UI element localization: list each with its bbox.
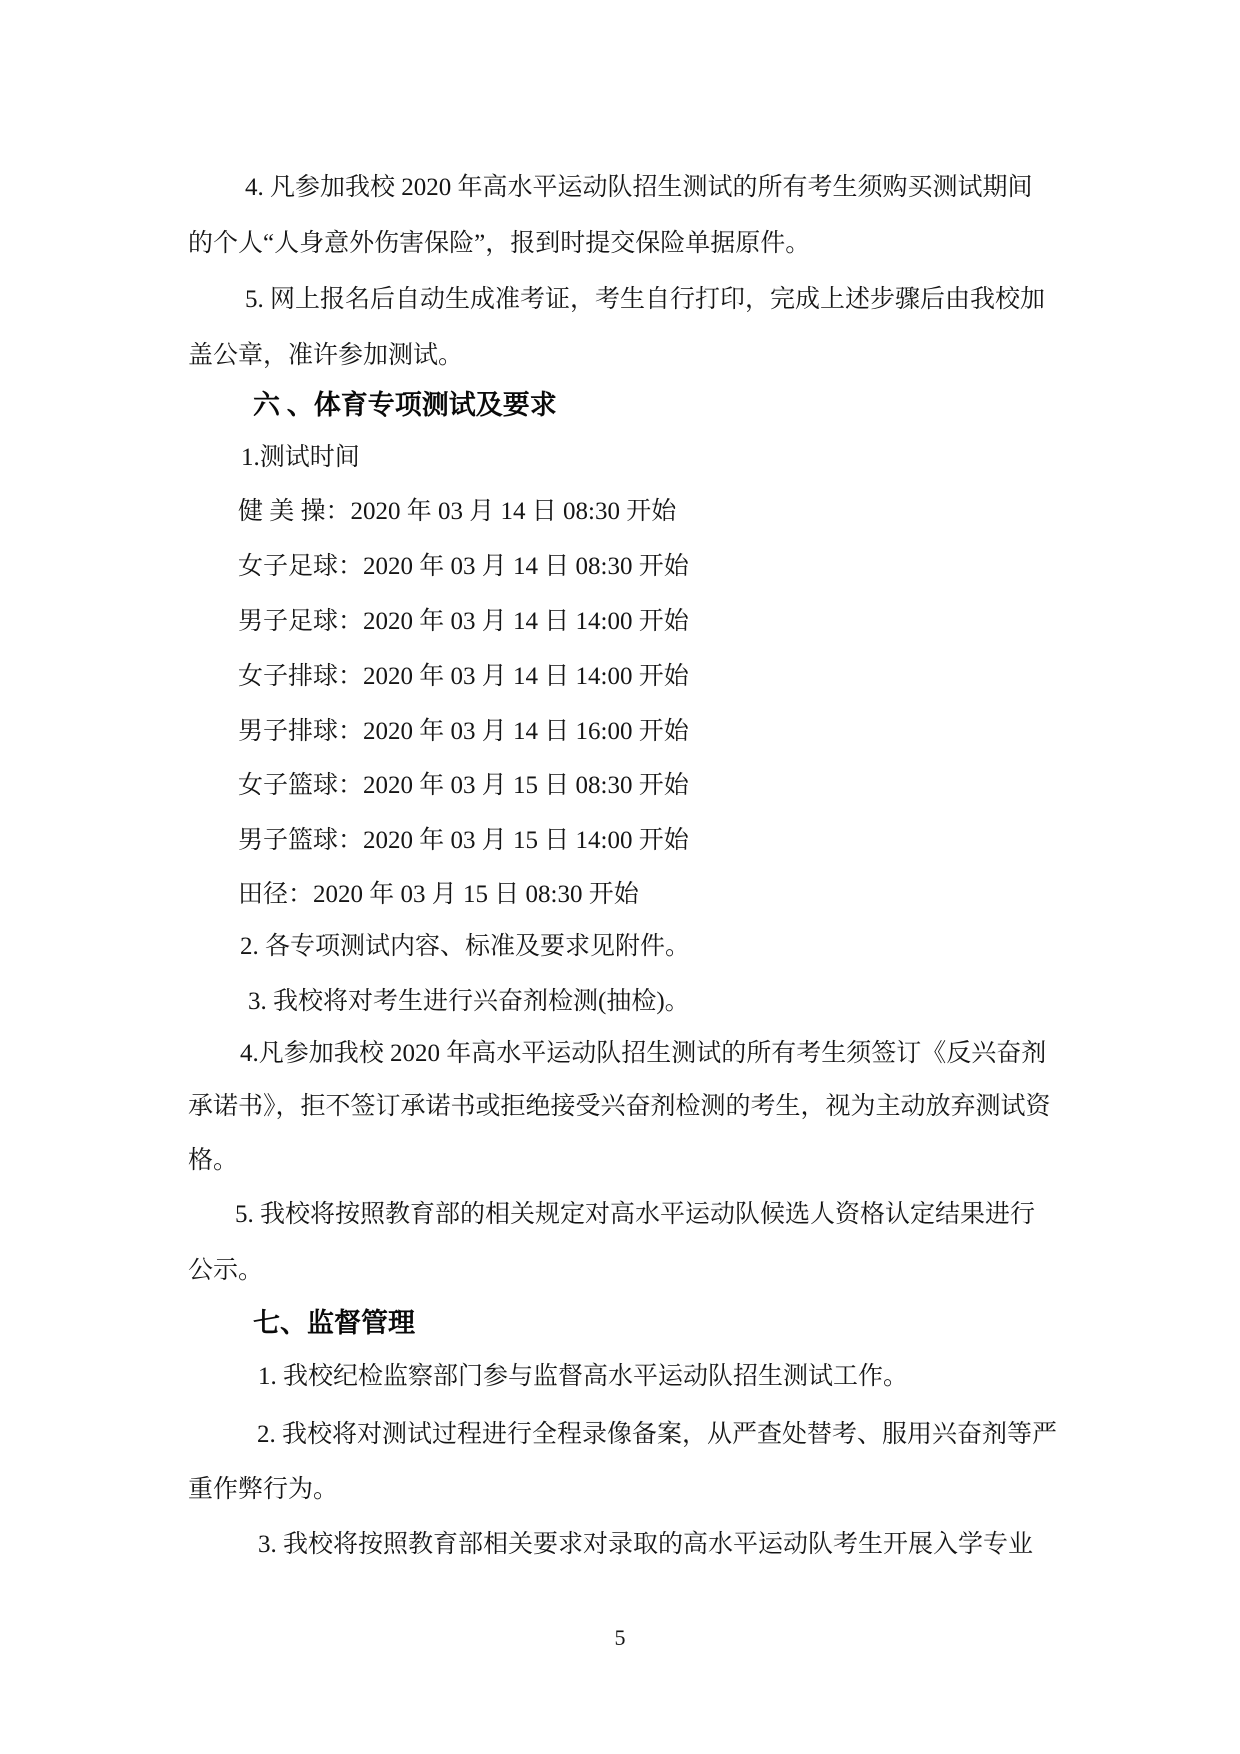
schedule-women-volleyball: 女子排球：2020 年 03 月 14 日 14:00 开始 — [238, 663, 689, 690]
schedule-men-volleyball: 男子排球：2020 年 03 月 14 日 16:00 开始 — [238, 718, 689, 745]
registration-item5-line2: 盖公章，准许参加测试。 — [188, 342, 464, 369]
schedule-women-soccer: 女子足球：2020 年 03 月 14 日 08:30 开始 — [238, 553, 689, 580]
supervision-item2-line2: 重作弊行为。 — [188, 1476, 339, 1503]
registration-item5-line1: 5. 网上报名后自动生成准考证，考生自行打印，完成上述步骤后由我校加 — [245, 286, 1046, 313]
supervision-item3: 3. 我校将按照教育部相关要求对录取的高水平运动队考生开展入学专业 — [258, 1531, 1034, 1558]
sports-test-item2: 2. 各专项测试内容、标准及要求见附件。 — [240, 933, 691, 960]
page-number: 5 — [614, 1625, 626, 1650]
sports-test-item3: 3. 我校将对考生进行兴奋剂检测(抽检)。 — [248, 988, 690, 1015]
registration-item4-line2: 的个人“人身意外伤害保险”，报到时提交保险单据原件。 — [188, 230, 811, 257]
sports-test-item5-line2: 公示。 — [188, 1257, 264, 1284]
supervision-item2-line1: 2. 我校将对测试过程进行全程录像备案，从严查处替考、服用兴奋剂等严 — [257, 1421, 1058, 1448]
schedule-track-field: 田径：2020 年 03 月 15 日 08:30 开始 — [238, 881, 639, 908]
schedule-aerobics: 健 美 操：2020 年 03 月 14 日 08:30 开始 — [238, 498, 677, 525]
test-time-label: 1.测试时间 — [241, 444, 360, 471]
schedule-men-soccer: 男子足球：2020 年 03 月 14 日 14:00 开始 — [238, 608, 689, 635]
sports-test-item5-line1: 5. 我校将按照教育部的相关规定对高水平运动队候选人资格认定结果进行 — [235, 1201, 1036, 1228]
schedule-men-basketball: 男子篮球：2020 年 03 月 15 日 14:00 开始 — [238, 827, 689, 854]
sports-test-item4-line1: 4.凡参加我校 2020 年高水平运动队招生测试的所有考生须签订《反兴奋剂 — [240, 1040, 1047, 1067]
sports-test-item4-line2: 承诺书》，拒不签订承诺书或拒绝接受兴奋剂检测的考生，视为主动放弃测试资 — [188, 1093, 1051, 1120]
sports-test-item4-line3: 格。 — [188, 1147, 239, 1174]
section-heading-sports-test: 六 、体育专项测试及要求 — [253, 390, 557, 420]
schedule-women-basketball: 女子篮球：2020 年 03 月 15 日 08:30 开始 — [238, 772, 689, 799]
section-heading-supervision: 七、监督管理 — [253, 1308, 415, 1338]
supervision-item1: 1. 我校纪检监察部门参与监督高水平运动队招生测试工作。 — [258, 1363, 909, 1390]
registration-item4-line1: 4. 凡参加我校 2020 年高水平运动队招生测试的所有考生须购买测试期间 — [245, 174, 1033, 201]
